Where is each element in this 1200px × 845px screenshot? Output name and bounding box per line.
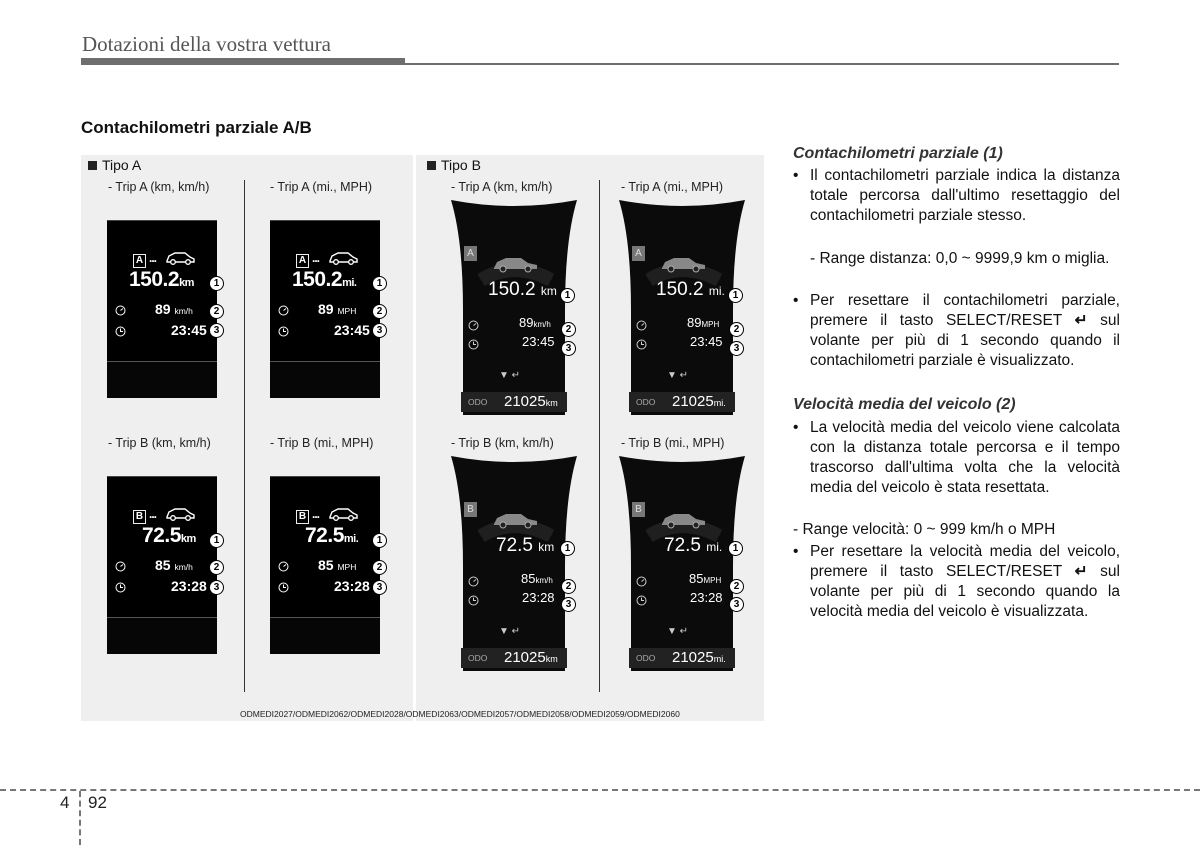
avg-speed: 89 km/h: [155, 301, 193, 317]
section-title: Contachilometri parziale A/B: [81, 118, 312, 137]
clock-icon: [636, 595, 647, 606]
odo-label: ODO: [468, 653, 488, 663]
screen-label: - Trip A (km, km/h): [108, 180, 210, 194]
header-bar: [81, 58, 405, 65]
screen-label: - Trip A (mi., MPH): [270, 180, 373, 194]
trip-distance: 150.2 km: [488, 279, 557, 300]
screen-frame: [451, 200, 577, 415]
paragraph-trip-description: Il contachilometri parziale indica la distanza totale percorsa dall'ultimo resettaggio del contachilometri parziale stesso.: [810, 167, 1120, 224]
callout-1: 1: [728, 288, 743, 303]
enter-icon: ↵: [1074, 312, 1088, 329]
callout-3: 3: [561, 597, 576, 612]
odometer-row: [461, 648, 567, 668]
speedometer-icon: [468, 576, 479, 587]
elapsed-time: 23:28: [522, 590, 555, 605]
car-icon: [491, 255, 539, 273]
trip-badge: A: [464, 246, 477, 261]
callout-2: 2: [729, 579, 744, 594]
heading-trip-odometer: Contachilometri parziale (1): [793, 145, 1003, 162]
screen-frame: [619, 456, 745, 671]
callout-1: 1: [372, 533, 387, 548]
paragraph-speed-description: La velocità media del veicolo viene calcolata con la distanza totale percorsa e il tempo trascorso dall'ultima volta che la velocità media del veicolo è stata resettata.: [810, 419, 1120, 496]
clock-icon: [278, 582, 289, 593]
odo-label: ODO: [468, 397, 488, 407]
callout-2: 2: [209, 560, 224, 575]
callout-2: 2: [561, 579, 576, 594]
clock-icon: [115, 582, 126, 593]
trip-badge: A: [296, 254, 309, 268]
odometer-value: 21025mi.: [672, 393, 726, 410]
callout-1: 1: [209, 276, 224, 291]
avg-speed: 89 MPH: [318, 301, 357, 317]
bullet: •: [793, 292, 799, 309]
figure-divider: [599, 180, 600, 692]
elapsed-time: 23:28: [334, 578, 370, 594]
odo-label: ODO: [636, 397, 656, 407]
screen-label: - Trip B (km, km/h): [451, 436, 554, 450]
elapsed-time: 23:45: [690, 334, 723, 349]
callout-1: 1: [209, 533, 224, 548]
nav-arrows-icon: ▼ ↵: [667, 370, 689, 381]
elapsed-time: 23:45: [522, 334, 555, 349]
car-icon: [328, 251, 358, 265]
car-icon: [659, 255, 707, 273]
trip-distance: 72.5mi.: [305, 524, 359, 547]
avg-speed: 85 MPH: [318, 557, 357, 573]
screen-label: - Trip B (mi., MPH): [270, 436, 374, 450]
callout-3: 3: [372, 580, 387, 595]
cluster-screen-type-a: [107, 476, 217, 654]
car-icon: [165, 507, 195, 521]
callout-1: 1: [728, 541, 743, 556]
clock-icon: [468, 595, 479, 606]
heading-average-speed: Velocità media del veicolo (2): [793, 396, 1016, 413]
odometer-row: [629, 392, 735, 412]
trip-badge: B: [133, 510, 146, 524]
callout-3: 3: [372, 323, 387, 338]
cluster-screen-type-b: [619, 456, 745, 671]
elapsed-time: 23:28: [171, 578, 207, 594]
speedometer-icon: [636, 320, 647, 331]
nav-arrows-icon: ▼ ↵: [499, 626, 521, 637]
cluster-screen-type-b: [619, 200, 745, 415]
cluster-screen-type-b: [451, 456, 577, 671]
avg-speed: 85 km/h: [155, 557, 193, 573]
clock-icon: [278, 326, 289, 337]
header-title: Dotazioni della vostra vettura: [82, 32, 331, 56]
footer-divider: [79, 791, 81, 845]
cluster-screen-type-a: [270, 220, 380, 398]
odometer-value: 21025mi.: [672, 649, 726, 666]
callout-1: 1: [560, 541, 575, 556]
odometer-row: [629, 648, 735, 668]
car-icon: [328, 507, 358, 521]
screen-label: - Trip A (mi., MPH): [621, 180, 724, 194]
paragraph-speed-reset: Per resettare la velocità media del veicolo, premere il tasto SELECT/RESET ↵ sul volante per più di 1 secondo quando la velocità media del veicolo è visualizzata.: [810, 543, 1120, 620]
chapter-number: 4: [60, 793, 70, 812]
clock-icon: [468, 339, 479, 350]
trip-distance: 72.5 mi.: [664, 535, 723, 556]
footer-rule: [0, 789, 1200, 791]
callout-2: 2: [729, 322, 744, 337]
cluster-screen-type-b: [451, 200, 577, 415]
trip-distance: 72.5km: [142, 524, 196, 547]
bullet: •: [793, 167, 799, 184]
bullet: •: [793, 543, 799, 560]
clock-icon: [115, 326, 126, 337]
speedometer-icon: [278, 561, 289, 572]
screen-label: - Trip A (km, km/h): [451, 180, 553, 194]
trip-badge: A: [632, 246, 645, 261]
dots-icon: ...: [312, 507, 320, 521]
speedometer-icon: [115, 305, 126, 316]
callout-3: 3: [729, 341, 744, 356]
type-b-label: Tipo B: [427, 157, 481, 173]
callout-1: 1: [560, 288, 575, 303]
type-a-label: Tipo A: [88, 157, 141, 173]
callout-3: 3: [729, 597, 744, 612]
trip-badge: B: [464, 502, 477, 517]
odometer-value: 21025km: [504, 649, 558, 666]
car-icon: [491, 511, 539, 529]
callout-1: 1: [372, 276, 387, 291]
callout-3: 3: [209, 580, 224, 595]
enter-icon: ↵: [1074, 563, 1088, 580]
callout-3: 3: [209, 323, 224, 338]
trip-badge: B: [296, 510, 309, 524]
dots-icon: ...: [312, 251, 320, 265]
paragraph-speed-range: - Range velocità: 0 ~ 999 km/h o MPH: [793, 521, 1056, 538]
paragraph-distance-range: - Range distanza: 0,0 ~ 9999,9 km o miglia.: [810, 250, 1110, 267]
screen-frame: [451, 456, 577, 671]
odometer-value: 21025km: [504, 393, 558, 410]
odometer-row: [461, 392, 567, 412]
callout-2: 2: [209, 304, 224, 319]
avg-speed: 89MPH: [687, 315, 720, 330]
callout-2: 2: [561, 322, 576, 337]
avg-speed: 85MPH: [689, 571, 722, 586]
car-icon: [659, 511, 707, 529]
trip-distance: 150.2km: [129, 268, 194, 291]
square-bullet-icon: [427, 161, 436, 170]
elapsed-time: 23:45: [334, 322, 370, 338]
figure-codes: ODMEDI2027/ODMEDI2062/ODMEDI2028/ODMEDI2063/ODMEDI2057/ODMEDI2058/ODMEDI2059/ODMEDI2060: [240, 709, 680, 719]
car-icon: [165, 251, 195, 265]
page-number: 92: [88, 793, 107, 812]
odo-label: ODO: [636, 653, 656, 663]
trip-badge: A: [133, 254, 146, 268]
elapsed-time: 23:28: [690, 590, 723, 605]
cluster-screen-type-a: [270, 476, 380, 654]
speedometer-icon: [468, 320, 479, 331]
callout-2: 2: [372, 304, 387, 319]
dots-icon: ...: [149, 507, 157, 521]
trip-badge: B: [632, 502, 645, 517]
elapsed-time: 23:45: [171, 322, 207, 338]
callout-2: 2: [372, 560, 387, 575]
figure-divider: [244, 180, 245, 692]
avg-speed: 89km/h: [519, 315, 551, 330]
bullet: •: [793, 419, 799, 436]
nav-arrows-icon: ▼ ↵: [667, 626, 689, 637]
figure-separator: [413, 155, 416, 721]
square-bullet-icon: [88, 161, 97, 170]
trip-distance: 72.5 km: [496, 535, 555, 556]
screen-label: - Trip B (km, km/h): [108, 436, 211, 450]
speedometer-icon: [115, 561, 126, 572]
clock-icon: [636, 339, 647, 350]
screen-frame: [619, 200, 745, 415]
paragraph-trip-reset: Per resettare il contachilometri parziale, premere il tasto SELECT/RESET ↵ sul volante per più di 1 secondo quando il contachilometri parziale è visualizzato.: [810, 292, 1120, 369]
avg-speed: 85km/h: [521, 571, 553, 586]
screen-label: - Trip B (mi., MPH): [621, 436, 725, 450]
cluster-screen-type-a: [107, 220, 217, 398]
dots-icon: ...: [149, 251, 157, 265]
speedometer-icon: [636, 576, 647, 587]
nav-arrows-icon: ▼ ↵: [499, 370, 521, 381]
header-rule: [405, 63, 1119, 65]
trip-distance: 150.2 mi.: [656, 279, 725, 300]
speedometer-icon: [278, 305, 289, 316]
trip-distance: 150.2mi.: [292, 268, 357, 291]
callout-3: 3: [561, 341, 576, 356]
